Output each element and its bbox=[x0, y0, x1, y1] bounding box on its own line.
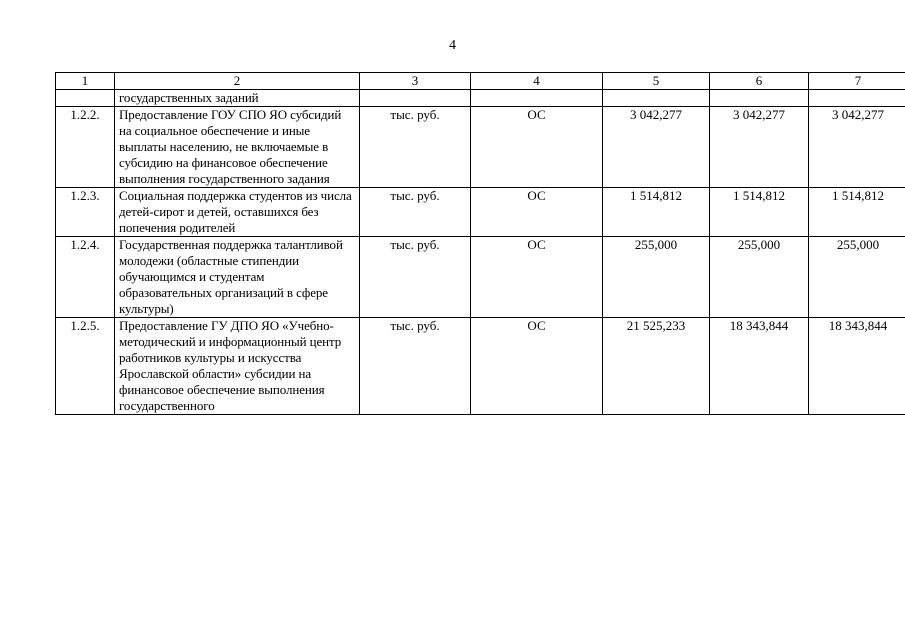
row-unit: тыс. руб. bbox=[360, 188, 471, 237]
row-value-col7: 18 343,844 bbox=[809, 318, 905, 415]
row-description: Предоставление ГУ ДПО ЯО «Учебно-методический и информационный центр работников культуры и искусства Ярославской области» субсидии на финансовое обеспечение выполнения государственного bbox=[115, 318, 360, 415]
continuation-text: государственных заданий bbox=[115, 90, 360, 107]
row-number: 1.2.5. bbox=[56, 318, 115, 415]
value-cell bbox=[603, 90, 710, 107]
row-description: Предоставление ГОУ СПО ЯО субсидий на социальное обеспечение и иные выплаты населению, не включаемые в субсидию на финансовое обеспечение выполнения государственного задания bbox=[115, 107, 360, 188]
row-source: ОС bbox=[471, 237, 603, 318]
column-header-6: 6 bbox=[710, 73, 809, 90]
table-row bbox=[56, 237, 905, 318]
row-description: Государственная поддержка талантливой молодежи (областные стипендии обучающимся и студентам образовательных организаций в сфере культуры) bbox=[115, 237, 360, 318]
row-source: ОС bbox=[471, 188, 603, 237]
page-number: 4 bbox=[449, 38, 456, 53]
row-value-col5: 1 514,812 bbox=[603, 188, 710, 237]
value-cell bbox=[809, 90, 905, 107]
row-value-col6: 255,000 bbox=[710, 237, 809, 318]
column-header-7: 7 bbox=[809, 73, 905, 90]
column-header-1: 1 bbox=[56, 73, 115, 90]
row-value-col7: 255,000 bbox=[809, 237, 905, 318]
row-value-col5: 21 525,233 bbox=[603, 318, 710, 415]
row-description: Социальная поддержка студентов из числа детей-сирот и детей, оставшихся без попечения родителей bbox=[115, 188, 360, 237]
row-value-col6: 3 042,277 bbox=[710, 107, 809, 188]
column-header-3: 3 bbox=[360, 73, 471, 90]
row-number-cell bbox=[56, 90, 115, 107]
row-source: ОС bbox=[471, 107, 603, 188]
continuation-row bbox=[56, 90, 905, 107]
table-row bbox=[56, 318, 905, 415]
row-source: ОС bbox=[471, 318, 603, 415]
table-row bbox=[56, 107, 905, 188]
row-unit: тыс. руб. bbox=[360, 107, 471, 188]
row-number: 1.2.2. bbox=[56, 107, 115, 188]
table-row bbox=[56, 188, 905, 237]
row-value-col7: 1 514,812 bbox=[809, 188, 905, 237]
row-value-col6: 18 343,844 bbox=[710, 318, 809, 415]
row-value-col5: 3 042,277 bbox=[603, 107, 710, 188]
header-row bbox=[56, 73, 905, 90]
row-unit: тыс. руб. bbox=[360, 237, 471, 318]
row-value-col7: 3 042,277 bbox=[809, 107, 905, 188]
row-number: 1.2.3. bbox=[56, 188, 115, 237]
column-header-4: 4 bbox=[471, 73, 603, 90]
unit-cell bbox=[360, 90, 471, 107]
row-number: 1.2.4. bbox=[56, 237, 115, 318]
row-value-col5: 255,000 bbox=[603, 237, 710, 318]
column-header-2: 2 bbox=[115, 73, 360, 90]
column-header-5: 5 bbox=[603, 73, 710, 90]
row-unit: тыс. руб. bbox=[360, 318, 471, 415]
row-value-col6: 1 514,812 bbox=[710, 188, 809, 237]
source-cell bbox=[471, 90, 603, 107]
value-cell bbox=[710, 90, 809, 107]
budget-table bbox=[55, 72, 905, 415]
